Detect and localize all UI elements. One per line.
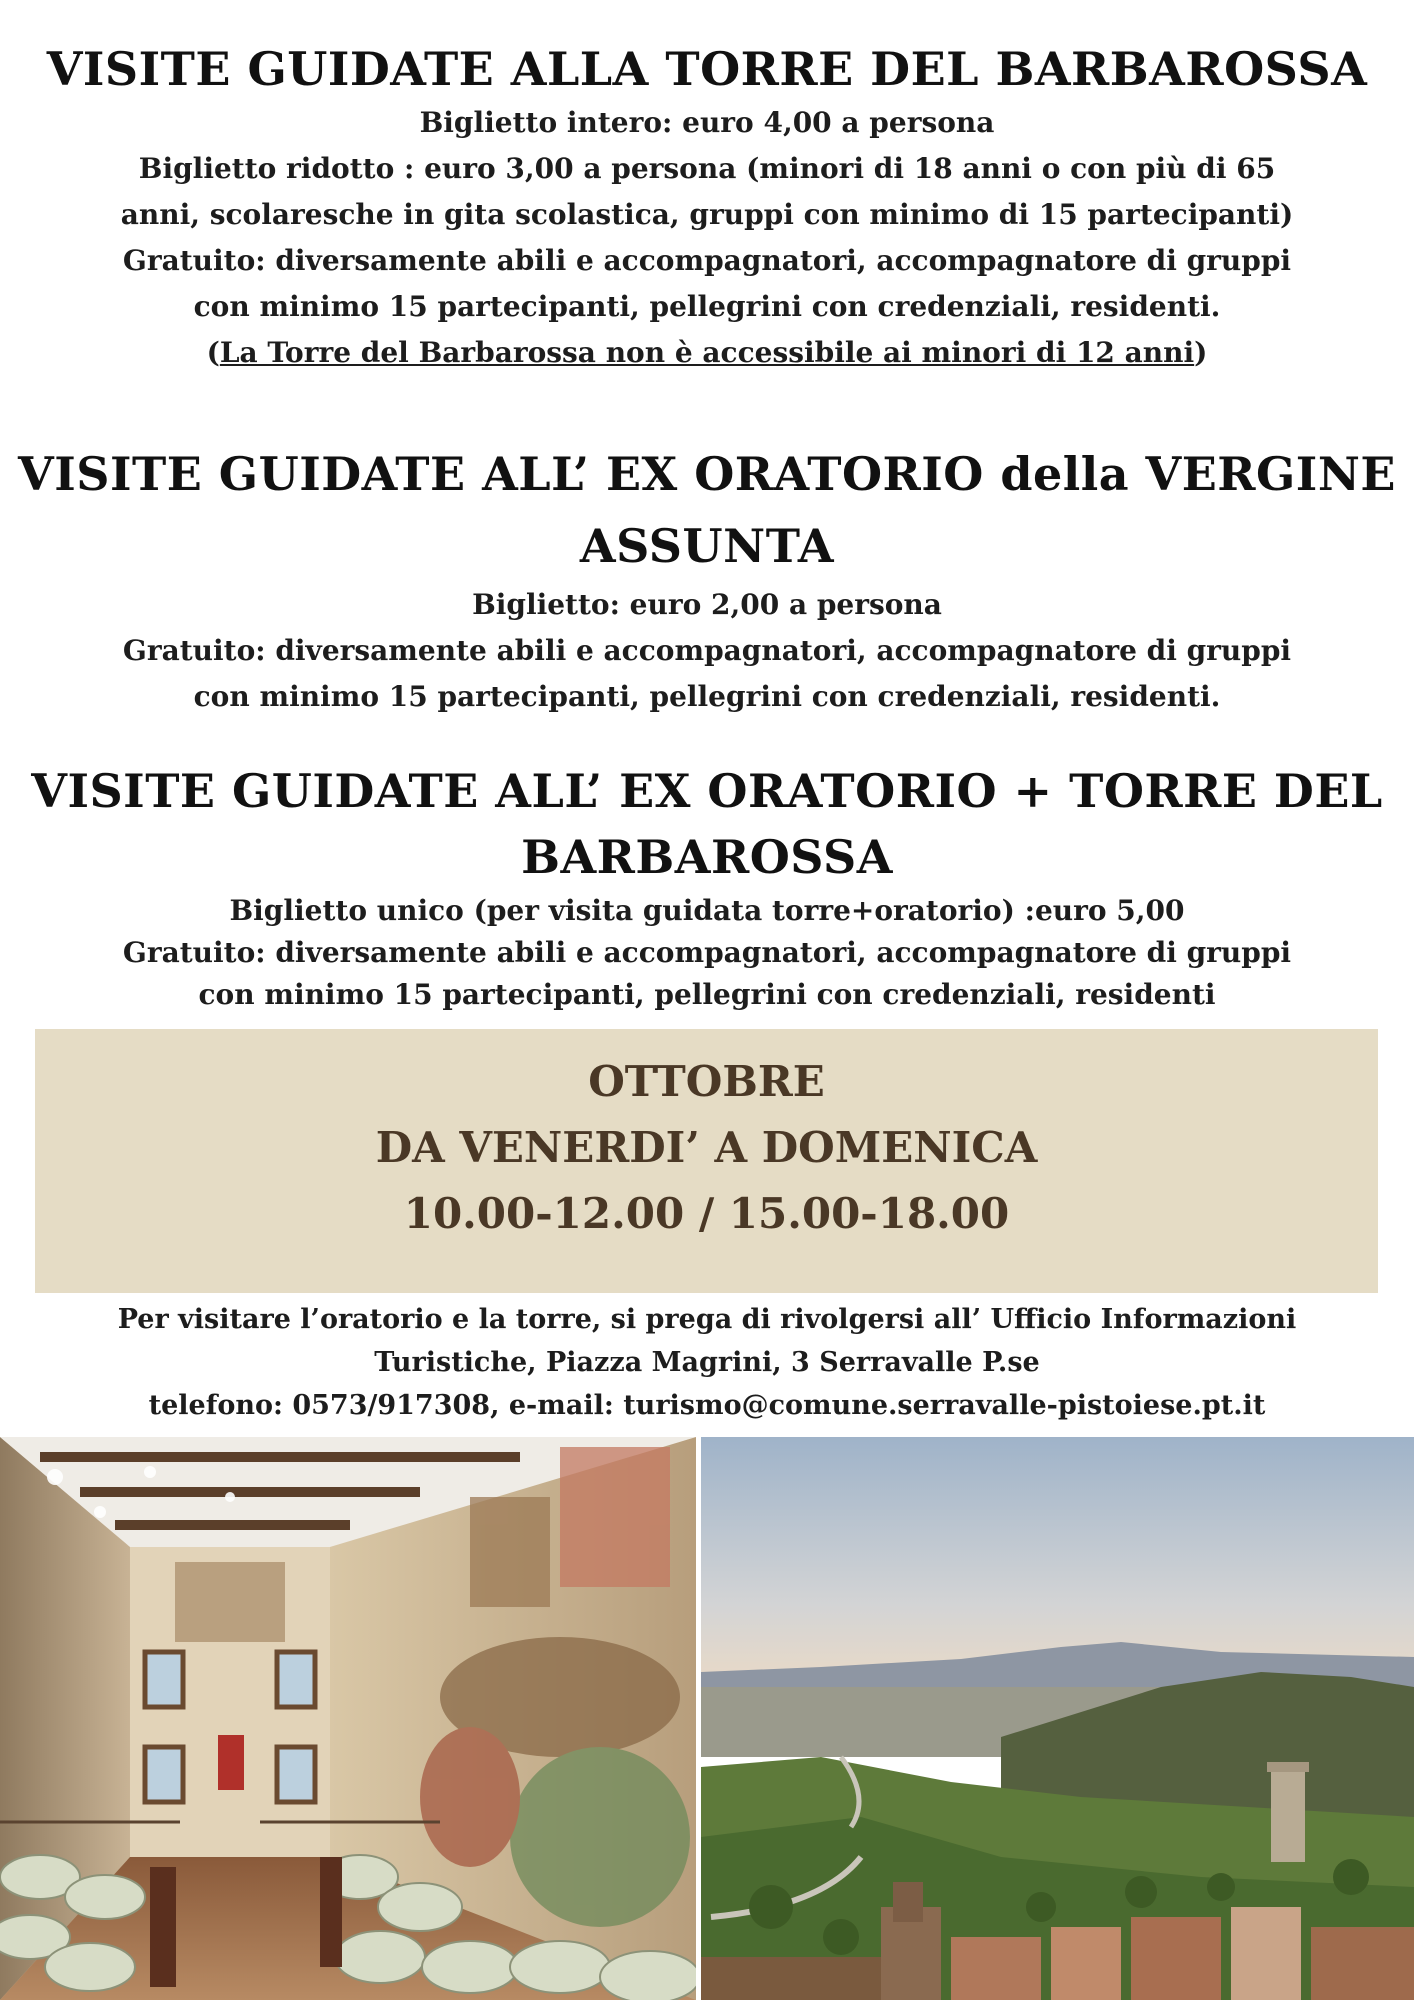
- schedule-days: DA VENERDI’ A DOMENICA: [375, 1123, 1038, 1172]
- combined-ticket-price: Biglietto unico (per visita guidata torre+oratorio) :euro 5,00: [229, 894, 1185, 927]
- ticket-reduced-conditions: anni, scolaresche in gita scolastica, gruppi con minimo di 15 partecipanti): [120, 198, 1294, 231]
- section-oratorio-plus-torre: [0, 758, 1414, 1016]
- age-restriction-note: (La Torre del Barbarossa non è accessibile ai minori di 12 anni): [206, 336, 1208, 369]
- schedule-hours: 10.00-12.00 / 15.00-18.00: [403, 1189, 1010, 1238]
- ticket-price: Biglietto: euro 2,00 a persona: [472, 588, 942, 621]
- free-entry-line-cont: con minimo 15 partecipanti, pellegrini con credenziali, residenti.: [193, 680, 1221, 713]
- ticket-info: [0, 890, 1414, 1016]
- section-torre-barbarossa: [0, 38, 1414, 376]
- free-entry-line-cont: con minimo 15 partecipanti, pellegrini con credenziali, residenti.: [193, 290, 1221, 323]
- contact-address: Turistiche, Piazza Magrini, 3 Serravalle P.se: [374, 1347, 1040, 1378]
- panorama-tower-photo: [701, 1437, 1414, 2000]
- section-title: VISITE GUIDATE ALLA TORRE DEL BARBAROSSA: [46, 42, 1368, 96]
- free-entry-line: Gratuito: diversamente abili e accompagnatori, accompagnatore di gruppi: [122, 634, 1292, 667]
- free-entry-line: Gratuito: diversamente abili e accompagnatori, accompagnatore di gruppi: [122, 936, 1292, 969]
- ticket-info: [0, 582, 1414, 720]
- ticket-reduced-price: Biglietto ridotto : euro 3,00 a persona (minori di 18 anni o con più di 65: [138, 152, 1276, 185]
- section-title: VISITE GUIDATE ALL’ EX ORATORIO + TORRE DEL BARBAROSSA: [31, 764, 1383, 884]
- ticket-full-price: Biglietto intero: euro 4,00 a persona: [419, 106, 995, 139]
- panorama-tower-image: [701, 1437, 1414, 2000]
- section-ex-oratorio: [0, 438, 1414, 720]
- contact-line: Per visitare l’oratorio e la torre, si prega di rivolgersi all’ Ufficio Informazioni: [117, 1304, 1297, 1335]
- free-entry-line: Gratuito: diversamente abili e accompagnatori, accompagnatore di gruppi: [122, 244, 1292, 277]
- contact-info: [0, 1298, 1414, 1427]
- oratory-interior-photo: [0, 1437, 696, 2000]
- schedule-banner: [35, 1029, 1378, 1293]
- free-entry-line-cont: con minimo 15 partecipanti, pellegrini con credenziali, residenti: [198, 978, 1216, 1011]
- contact-phone-email: telefono: 0573/917308, e-mail: turismo@comune.serravalle-pistoiese.pt.it: [148, 1390, 1266, 1421]
- schedule-month: OTTOBRE: [588, 1057, 825, 1106]
- oratory-interior-image: [0, 1437, 696, 2000]
- section-title: VISITE GUIDATE ALL’ EX ORATORIO della VERGINE ASSUNTA: [18, 447, 1396, 573]
- age-restriction-text: La Torre del Barbarossa non è accessibile ai minori di 12 anni: [219, 336, 1195, 369]
- ticket-info: [0, 100, 1414, 376]
